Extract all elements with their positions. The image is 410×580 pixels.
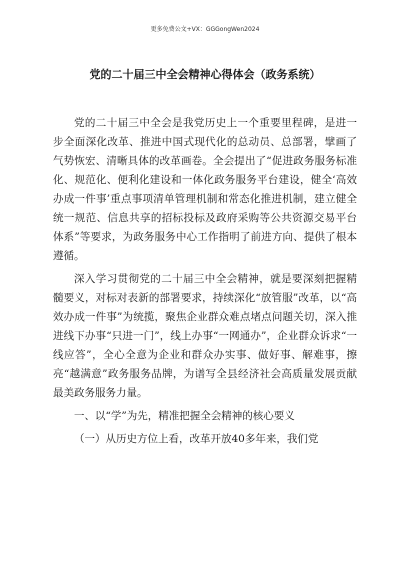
document-body — [53, 114, 357, 449]
section-heading-1: 一、以“学”为先，精准把握全会精神的核心要义 — [74, 410, 295, 422]
paragraph-1: 党的二十届三中全会是我党历史上一个重要里程碑，是进一步全面深化改革、推进中国式现代化的总动员、总部署，擘画了气势恢宏、清晰具体的改革画卷。全会提出了“促进政务服务标准化、规范化、便利化建设和一体化政务服务平台建设，健全‘高效办成一件事’重点事项清单管理机制和常态化推进机制，建立健全统一规范、信息共享的招标投标及政府采购等公共资源交易平台体系”等要求，为政务服务中心工作指明了前进方向、提供了根本遵循。 — [53, 117, 357, 262]
document-title: 党的二十届三中全会精神心得体会（政务系统） — [89, 68, 321, 81]
paragraph-2: 深入学习贯彻党的二十届三中全会精神，就是要深刻把握精髓要义，对标对表新的部署要求，持续深化“放管服”改革，以“高效办成一件事”为统揽，聚焦企业群众难点堵点问题关切，深入推进线下办事“只进一门”，线上办事“一网通办”，企业群众诉求“一线应答”，全心全意为企业和群众办实事、做好事、解难事，擦亮“越满意”政务服务品牌，为谱写全县经济社会高质量发展贡献最美政务服务力量。 — [53, 273, 357, 399]
paragraph-3: （一）从历史方位上看，改革开放40多年来，我们党 — [74, 433, 319, 445]
header-note: 更多免费公文+VX：GGGongWen2024 — [150, 26, 260, 33]
